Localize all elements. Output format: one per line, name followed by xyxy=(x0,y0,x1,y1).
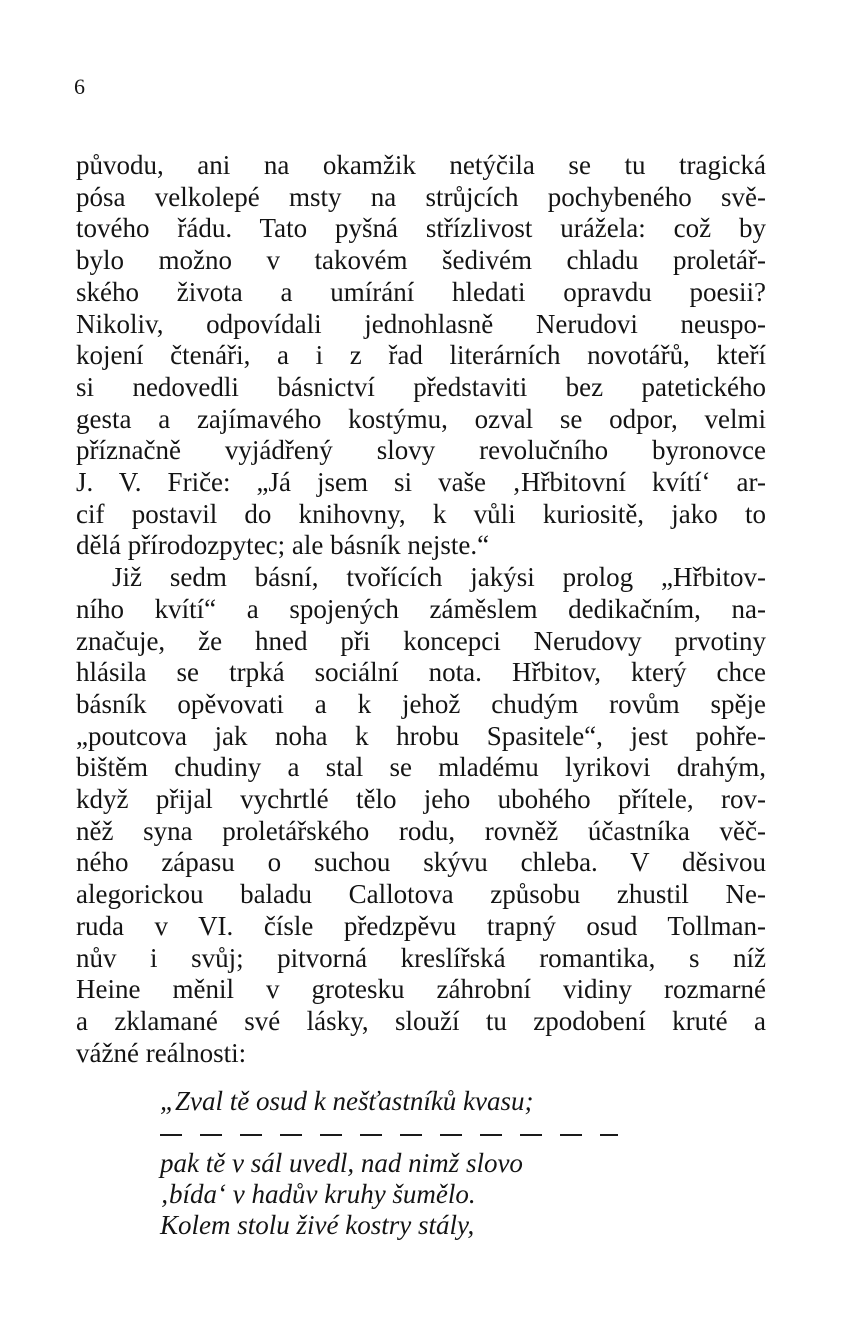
text-line: příznačně vyjádřený slovy revolučního byronovce xyxy=(76,435,766,465)
verse-line: Kolem stolu živé kostry stály, xyxy=(160,1210,475,1240)
verse-line: pak tě v sál uvedl, nad nimž slovo xyxy=(160,1148,523,1178)
text-line: ního kvítí“ a spojených záměslem dedikačním, na- xyxy=(76,594,766,624)
text-line: když přijal vychrtlé tělo jeho ubohého přítele, rov- xyxy=(76,784,766,814)
text-line: cif postavil do knihovny, k vůli kuriositě, jako to xyxy=(76,499,766,529)
text-line: bylo možno v takovém šedivém chladu proletář- xyxy=(76,245,766,275)
text-line: vážné reálnosti: xyxy=(76,1038,247,1068)
text-line: gesta a zajímavého kostýmu, ozval se odpor, velmi xyxy=(76,404,766,434)
paragraph-first-line: Již sedm básní, tvořících jakýsi prolog „Hřbitov- xyxy=(112,562,766,592)
text-line: „poutcova jak noha k hrobu Spasitele“, jest pohře- xyxy=(76,721,766,751)
verse-line: ‚bída‘ v hadův kruhy šumělo. xyxy=(160,1179,476,1209)
text-line: básník opěvovati a k jehož chudým rovům spěje xyxy=(76,689,766,719)
text-line: pósa velkolepé msty na strůjcích pochybeného svě- xyxy=(76,182,766,212)
text-line: ského života a umírání hledati opravdu poesii? xyxy=(76,277,766,307)
text-line: značuje, že hned při koncepci Nerudovy prvotiny xyxy=(76,626,766,656)
text-line: Nikoliv, odpovídali jednohlasně Nerudovi neuspo- xyxy=(76,309,766,339)
text-line: kojení čtenáři, a i z řad literárních novotářů, kteří xyxy=(76,340,766,370)
verse-line: „Zval tě osud k nešťastníků kvasu; xyxy=(160,1086,534,1116)
text-line: J. V. Friče: „Já jsem si vaše ‚Hřbitovní kvítí‘ ar- xyxy=(76,467,766,497)
text-line: něž syna proletářského rodu, rovněž účastníka věč- xyxy=(76,816,766,846)
text-line: nův i svůj; pitvorná kreslířská romantika, s níž xyxy=(76,943,766,973)
text-line: ného zápasu o suchou skývu chleba. V děsivou xyxy=(76,847,766,877)
verse-omission-dashes xyxy=(160,1134,618,1136)
text-line: a zklamané své lásky, slouží tu zpodobení kruté a xyxy=(76,1006,766,1036)
text-line: hlásila se trpká sociální nota. Hřbitov, který chce xyxy=(76,657,766,687)
text-line: tového řádu. Tato pyšná střízlivost urážela: což by xyxy=(76,213,766,243)
text-line: ruda v VI. čísle předzpěvu trapný osud Tollman- xyxy=(76,911,766,941)
text-line: alegorickou baladu Callotova způsobu zhustil Ne- xyxy=(76,879,766,909)
page-number: 6 xyxy=(74,74,85,99)
text-line: Heine měnil v grotesku záhrobní vidiny rozmarné xyxy=(76,974,766,1004)
text-line: dělá přírodozpytec; ale básník nejste.“ xyxy=(76,530,490,560)
text-line: bištěm chudiny a stal se mladému lyrikovi drahým, xyxy=(76,752,766,782)
text-line: si nedovedli básnictví představiti bez patetického xyxy=(76,372,766,402)
text-line: původu, ani na okamžik netýčila se tu tragická xyxy=(76,150,766,180)
